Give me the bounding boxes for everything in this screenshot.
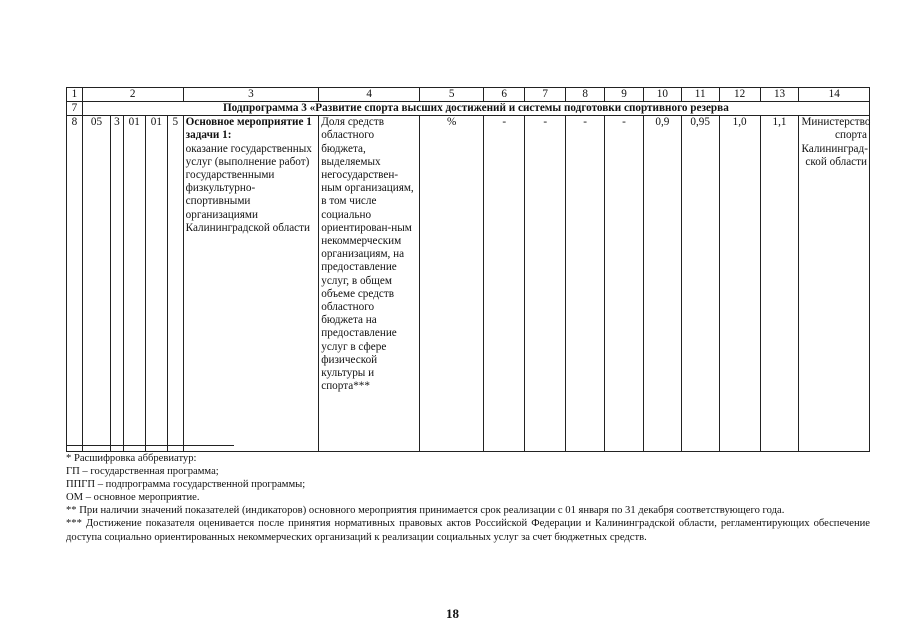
header-cell: 10 [643,88,681,102]
executor-cell: Министерство спорта Калининград-ской области [799,116,870,452]
header-cell: 5 [420,88,484,102]
subprogram-title: Подпрограмма 3 «Развитие спорта высших достижений и системы подготовки спортивного резерва [82,102,869,116]
value-cell: 0,9 [643,116,681,452]
row-number: 8 [67,116,83,452]
measure-text: оказание государственных услуг (выполнение работ) государственными физкультурно-спортивными организациями Калининградской области [185,142,312,234]
page-number: 18 [446,606,459,621]
header-cell: 9 [605,88,644,102]
header-cell: 11 [681,88,719,102]
indicators-table [66,87,870,452]
code-cell: 5 [167,116,183,452]
header-cell: 7 [525,88,566,102]
code-cell: 05 [82,116,110,452]
header-cell: 6 [484,88,525,102]
footnote: *** Достижение показателя оценивается после принятия нормативных правовых актов Российской Федерации и Калининградской области, регламентирующих обеспечение доступа социально ориентированных некоммерческих организаций к реализации социальных услуг за счет бюджетных средств. [66,518,870,543]
header-cell: 8 [566,88,605,102]
value-cell: - [484,116,525,452]
footnotes [66,452,870,544]
code-cell: 01 [123,116,145,452]
value-cell: - [605,116,644,452]
footnote-divider [66,445,234,446]
indicator-cell: Доля средств областного бюджета, выделяемых негосударствен-ным организациям, в том числе социально ориентирован-ным некоммерческим организациям, на предоставление услуг, в общем объеме средств областного бюджета на предоставление услуг в сфере физической культуры и спорта*** [319,116,420,452]
header-cell: 13 [760,88,799,102]
value-cell: 1,0 [719,116,760,452]
header-cell: 4 [319,88,420,102]
header-cell: 14 [799,88,870,102]
code-cell: 01 [145,116,167,452]
unit-cell: % [420,116,484,452]
measure-cell [183,116,319,452]
row-number: 7 [67,102,83,116]
table-row [67,116,870,452]
measure-title: Основное мероприятие 1 задачи 1: [185,116,312,142]
header-cell: 3 [183,88,319,102]
code-cell: 3 [111,116,124,452]
subprogram-row [67,102,870,116]
header-cell: 12 [719,88,760,102]
value-cell: - [525,116,566,452]
footnote: ППГП – подпрограмма государственной программы; [66,479,306,491]
value-cell: 0,95 [681,116,719,452]
footnote: ОМ – основное мероприятие. [66,492,200,504]
header-row [67,88,870,102]
footnote: * Расшифровка аббревиатур: [66,453,197,464]
header-cell: 2 [82,88,183,102]
value-cell: 1,1 [760,116,799,452]
footnote: ** При наличии значений показателей (индикаторов) основного мероприятия принимается срок реализации с 01 января по 31 декабря соответствующего года. [66,505,785,517]
value-cell: - [566,116,605,452]
header-cell: 1 [67,88,83,102]
footnote: ГП – государственная программа; [66,466,219,478]
